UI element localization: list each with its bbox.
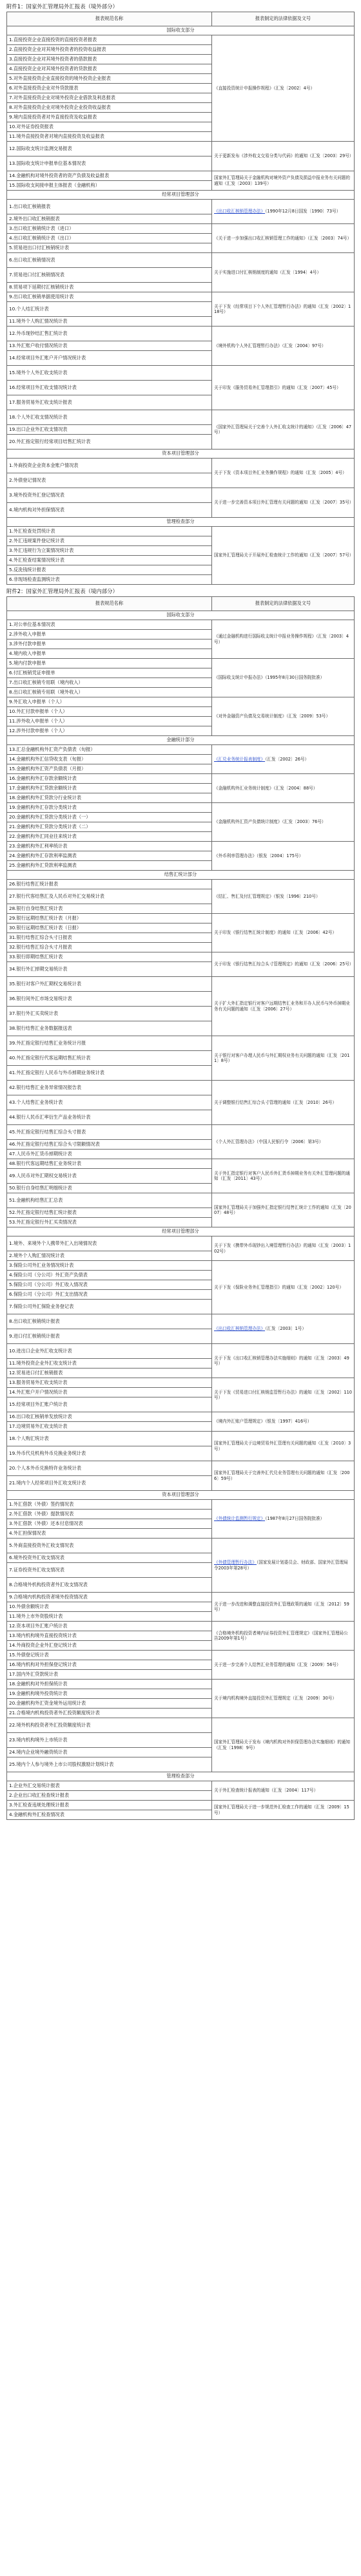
column-header-name: 报表规范名称 bbox=[7, 597, 212, 611]
legal-basis-cell: 国家外汇管理局关于开展外汇检查统计工作的通知（汇发〔2007〕57号） bbox=[212, 527, 355, 585]
legal-basis-cell bbox=[212, 1500, 355, 1539]
legal-basis-cell: 国家外汇管理局关于金融机构对境外资产负债及损益申报业务有关问题的通知（汇发〔2003〕139号） bbox=[212, 171, 355, 191]
table-row bbox=[7, 1718, 355, 1733]
report-name-cell: 9.境内直接投资者对外直接投资及收益报表 bbox=[7, 113, 212, 122]
report-name-cell: 18.金融机构对外担保统计表 bbox=[7, 1680, 212, 1689]
legal-basis-cell: 《合格境外机构投资者境内证券投资外汇管理规定》（国家外汇管理局公告2009年第1号） bbox=[212, 1622, 355, 1651]
report-name-cell: 5.反洗钱统计报表 bbox=[7, 565, 212, 575]
legal-basis-cell: 关于外汇指定银行对客户人民币外汇货币掉期业务有关外汇管理问题的通知（汇发〔2011〕43号） bbox=[212, 1159, 355, 1193]
report-name-cell: 8.贸易项下延期付汇核销统计表 bbox=[7, 283, 212, 292]
report-name-cell: 1.外商投资企业资本金账户情况表 bbox=[7, 459, 212, 473]
table-row bbox=[7, 1344, 355, 1359]
legal-basis-cell: 《直接投资统计申报操作规程》（汇发〔2002〕4号） bbox=[212, 35, 355, 142]
report-name-cell: 36.银行间外汇市场交易统计表 bbox=[7, 992, 212, 1007]
table-row bbox=[7, 1412, 355, 1422]
group-header-row bbox=[7, 450, 355, 459]
report-name-cell: 45.外汇指定银行结售汇综合头寸报表 bbox=[7, 1125, 212, 1140]
legal-basis-cell bbox=[212, 200, 355, 224]
table-row bbox=[7, 1081, 355, 1095]
legal-basis-cell bbox=[212, 1539, 355, 1593]
report-name-cell: 13.境内机构境外直接投资统计表 bbox=[7, 1631, 212, 1641]
table-row bbox=[7, 774, 355, 784]
report-name-cell: 51.金融机构结售汇汇总表 bbox=[7, 1193, 212, 1208]
legal-basis-cell: 关于下发《出口收汇核销管理办法实施细则》的通知（汇发〔2003〕49号） bbox=[212, 1344, 355, 1378]
group-title: 金融统计部分 bbox=[7, 736, 355, 745]
group-header-row bbox=[7, 518, 355, 527]
group-title: 国际收支部分 bbox=[7, 26, 355, 35]
report-name-cell: 8.出口收汇核销专用联（境外收入） bbox=[7, 688, 212, 697]
table-header-row bbox=[7, 12, 355, 26]
report-name-cell: 20.金融机构外汇资金境外运用统计表 bbox=[7, 1699, 212, 1709]
report-name-cell: 13.外汇账户收付情况统计表 bbox=[7, 341, 212, 351]
table-row bbox=[7, 366, 355, 381]
report-name-cell: 15.境外个人外汇收支统计表 bbox=[7, 366, 212, 381]
report-name-cell: 11.涉外收入申报单（个人） bbox=[7, 717, 212, 726]
legal-basis-cell: 关于银行对客户办理人民币与外汇期权业务有关问题的通知（汇发〔2011〕8号） bbox=[212, 1036, 355, 1081]
report-name-cell: 14.金融机构对境外投资者的资产负债及收益报表 bbox=[7, 171, 212, 181]
table-row bbox=[7, 1236, 355, 1251]
regulation-link[interactable]: 《出口收汇核销管理办法》 bbox=[214, 1326, 266, 1332]
group-title: 结售汇统计部分 bbox=[7, 871, 355, 880]
report-name-cell: 12.涉外付款申报单（个人） bbox=[7, 726, 212, 736]
report-name-cell: 6.付汇核销凭证申报单 bbox=[7, 668, 212, 678]
report-name-cell: 3.保险公司外汇业务情况统计表 bbox=[7, 1261, 212, 1271]
report-name-cell: 41.外汇指定银行人民币与外币掉期业务统计表 bbox=[7, 1066, 212, 1081]
report-name-cell: 17.国内外汇贷款统计表 bbox=[7, 1670, 212, 1680]
group-title: 管理检查部分 bbox=[7, 1772, 355, 1781]
table-row bbox=[7, 977, 355, 992]
report-name-cell: 10.外债余额统计表 bbox=[7, 1602, 212, 1612]
table-row bbox=[7, 253, 355, 268]
report-name-cell: 10.个人结汇统计表 bbox=[7, 302, 212, 317]
report-name-cell: 23.金融机构外汇利率统计表 bbox=[7, 842, 212, 851]
report-name-cell: 20.金融机构外汇贷款分类统计表（一） bbox=[7, 813, 212, 822]
report-name-cell: 18.个人购汇统计表 bbox=[7, 1432, 212, 1446]
legal-basis-cell: 关于下发《资本项目外汇业务操作规程》的通知（汇发〔2005〕4号） bbox=[212, 459, 355, 488]
group-header-row bbox=[7, 611, 355, 620]
report-name-cell: 21.境内个人经常项目外汇收支统计表 bbox=[7, 1476, 212, 1491]
report-name-cell: 13.汇总金融机构外汇资产负债表（旬报） bbox=[7, 745, 212, 755]
table-row bbox=[7, 1781, 355, 1791]
table-row bbox=[7, 1193, 355, 1208]
table-row bbox=[7, 620, 355, 630]
report-name-cell: 13.服务贸易外汇收支统计表 bbox=[7, 1378, 212, 1388]
table-row bbox=[7, 171, 355, 181]
report-name-cell: 5.外商直接投资外汇收支情况表 bbox=[7, 1539, 212, 1553]
group-title: 资本项目管理部分 bbox=[7, 1491, 355, 1500]
report-name-cell: 14.外汇账户开户情况统计表 bbox=[7, 1388, 212, 1397]
report-name-cell: 2.直接投资企业对其境外投资者的投资收益报表 bbox=[7, 45, 212, 55]
table-row bbox=[7, 697, 355, 707]
report-name-cell: 2.涉外收入申报单 bbox=[7, 630, 212, 639]
report-name-cell: 10.对外证券投资报表 bbox=[7, 122, 212, 132]
report-name-cell: 24.境内企业境外融资统计表 bbox=[7, 1748, 212, 1757]
legal-basis-cell: 《国际收支统计申报办法》（1995年8月30日国务院批准） bbox=[212, 659, 355, 697]
report-name-cell: 4.境内机构对外担保情况表 bbox=[7, 503, 212, 518]
table-row bbox=[7, 1314, 355, 1329]
report-name-cell: 19.出口企业外汇收支情况表 bbox=[7, 425, 212, 435]
report-name-cell: 35.银行对客户外汇期权交易统计表 bbox=[7, 977, 212, 992]
report-name-cell: 48.银行代客远期结售汇业务统计表 bbox=[7, 1159, 212, 1169]
legal-basis-cell: 关于进一步完善资本项目外汇管理有关问题的通知（汇发〔2007〕35号） bbox=[212, 488, 355, 518]
table-row bbox=[7, 292, 355, 302]
report-name-cell: 3.出口收汇核销统计表（进口） bbox=[7, 224, 212, 234]
report-name-cell: 4.境内收入申报单 bbox=[7, 649, 212, 659]
report-name-cell: 5.保险公司（分公司）外汇收入情况表 bbox=[7, 1280, 212, 1290]
report-name-cell: 1.对公单位基本情况表 bbox=[7, 620, 212, 630]
report-name-cell: 11.境外个人购汇情况统计表 bbox=[7, 317, 212, 327]
report-name-cell: 9.合格境内机构投资者境外投资情况表 bbox=[7, 1593, 212, 1602]
legal-basis-cell: 关于调整银行结售汇综合头寸管理的通知（汇发〔2010〕26号） bbox=[212, 1081, 355, 1125]
group-header-row bbox=[7, 1772, 355, 1781]
legal-basis-cell: 国家外汇管理局关于完善外汇代兑业务管理有关问题的通知（汇发〔2006〕59号） bbox=[212, 1461, 355, 1491]
report-name-cell: 1.外汇检查处罚统计表 bbox=[7, 527, 212, 536]
report-name-cell: 26.银行结售汇统计报表 bbox=[7, 880, 212, 889]
legal-basis-cell: 国家外汇管理局关于进一步规范外汇检查工作的通知（汇发〔2009〕15号） bbox=[212, 1801, 355, 1820]
report-name-cell: 2.境外个人购汇情况统计表 bbox=[7, 1251, 212, 1261]
group-title: 经常项目管理部分 bbox=[7, 1227, 355, 1236]
legal-basis-cell: 关于印发《服务贸易外汇管理指引》的通知（汇发〔2007〕45号） bbox=[212, 366, 355, 410]
report-name-cell: 1.外汇借款（外债）签约情况表 bbox=[7, 1500, 212, 1510]
table-row bbox=[7, 1125, 355, 1140]
report-name-cell: 43.个人结售汇业务统计表 bbox=[7, 1095, 212, 1110]
legal-basis-cell: 国家外汇管理局关于边境贸易外汇管理有关问题的通知（汇发〔2010〕3号） bbox=[212, 1432, 355, 1461]
legal-basis-text: （1987年8月27日国务院批准） bbox=[265, 1516, 325, 1522]
legal-basis-cell: 国家外汇管理局关于发布《境内机构对外担保管理办法实施细则》的通知（汇发〔1998〕9号） bbox=[212, 1718, 355, 1772]
report-name-cell: 38.银行结售汇业务数据报送表 bbox=[7, 1021, 212, 1036]
table-row bbox=[7, 224, 355, 234]
report-name-cell: 37.银行外汇买卖统计表 bbox=[7, 1007, 212, 1021]
table-row bbox=[7, 410, 355, 425]
report-name-cell: 6.对外直接投资企业对外贷款报表 bbox=[7, 84, 212, 93]
table-row bbox=[7, 914, 355, 923]
report-name-cell: 7.对外直接投资企业对境外投资企业借款及利息报表 bbox=[7, 93, 212, 103]
report-name-cell: 2.企业出口收汇检查统计报表 bbox=[7, 1791, 212, 1801]
report-name-cell: 49.人民币对外汇期权交易统计表 bbox=[7, 1169, 212, 1184]
group-header-row bbox=[7, 736, 355, 745]
legal-basis-cell: 《结汇、售汇及付汇管理规定》（银发〔1996〕210号） bbox=[212, 880, 355, 914]
legal-basis-cell: 关于下发《携带外币现钞出入境管理暂行办法》的通知（汇发〔2003〕102号） bbox=[212, 1236, 355, 1261]
legal-basis-cell: 《个人外汇管理办法》（中国人民银行令〔2006〕第3号） bbox=[212, 1125, 355, 1159]
table-row bbox=[7, 1461, 355, 1476]
report-name-cell: 3.直接投资企业对其境外投资者的借款报表 bbox=[7, 55, 212, 64]
report-name-cell: 25.金融机构外汇贷款利率监测表 bbox=[7, 861, 212, 871]
report-name-cell: 9.进口付汇核销统计报表 bbox=[7, 1329, 212, 1344]
report-name-cell: 22.境外机构投资者外汇投资额度统计表 bbox=[7, 1718, 212, 1733]
report-name-cell: 12.外币现钞结汇售汇统计表 bbox=[7, 327, 212, 341]
report-name-cell: 16.经常项目外汇收支情况统计表 bbox=[7, 381, 212, 395]
column-header-basis: 报表制定的法律依据及文号 bbox=[212, 12, 355, 26]
report-name-cell: 14.外商投资企业外汇登记统计表 bbox=[7, 1641, 212, 1651]
report-name-cell: 11.境外直接投资者对境内直接投资及收益报表 bbox=[7, 132, 212, 142]
table-row bbox=[7, 659, 355, 668]
report-name-cell: 18.个人外汇收支情况统计表 bbox=[7, 410, 212, 425]
group-header-row bbox=[7, 191, 355, 200]
report-name-cell: 4.金融机构外汇检查情况表 bbox=[7, 1810, 212, 1820]
report-name-cell: 15.金融机构外汇资产负债表（月报） bbox=[7, 764, 212, 774]
table-row bbox=[7, 1500, 355, 1510]
report-name-cell: 34.银行外汇掉期交易统计表 bbox=[7, 962, 212, 977]
legal-basis-cell: 关于进一步改进和调整直接投资外汇管理政策的通知（汇发〔2012〕59号） bbox=[212, 1593, 355, 1622]
legal-basis-cell: 关于下发《贸易进口付汇核销监管暂行办法》的通知（汇发〔2002〕110号） bbox=[212, 1378, 355, 1412]
report-name-cell: 29.银行远期结售汇统计表（月报） bbox=[7, 914, 212, 923]
legal-basis-cell: 关于下发《保险业务外汇管理指引》的通知（汇发〔2002〕120号） bbox=[212, 1261, 355, 1314]
column-header-name: 报表规范名称 bbox=[7, 12, 212, 26]
table-row bbox=[7, 1261, 355, 1271]
legal-basis-cell: 关于进一步完善个人结售汇业务管理的通知（汇发〔2009〕56号） bbox=[212, 1651, 355, 1680]
report-name-cell: 7.出口收汇核销专用联（境内收入） bbox=[7, 678, 212, 688]
legal-basis-cell: 《金融机构外汇资产负债统计制度》（汇发〔2003〕76号） bbox=[212, 803, 355, 842]
report-name-cell: 40.外汇指定银行代客远期结售汇统计表 bbox=[7, 1051, 212, 1066]
report-name-cell: 21.合格境内机构投资者外汇投资额度统计表 bbox=[7, 1709, 212, 1718]
group-title: 国际收支部分 bbox=[7, 611, 355, 620]
table-row bbox=[7, 200, 355, 214]
legal-basis-cell: 国家外汇管理局关于加强外汇指定银行结售汇统计工作的通知（汇发〔2007〕48号） bbox=[212, 1193, 355, 1227]
legal-basis-cell: 《对外金融资产负债及交易统计制度》（汇发〔2009〕53号） bbox=[212, 697, 355, 736]
report-name-cell: 44.银行人民币汇率衍生产品业务统计表 bbox=[7, 1110, 212, 1125]
report-name-cell: 4.直接投资企业对其境外投资者的贷款报表 bbox=[7, 64, 212, 74]
report-name-cell: 7.贸易进口付汇核销情况表 bbox=[7, 268, 212, 283]
legal-basis-cell: 关于印发《银行结售汇统计制度》的通知（汇发〔2006〕42号） bbox=[212, 914, 355, 952]
report-name-cell: 22.金融机构外汇同业往来统计表 bbox=[7, 832, 212, 842]
table-row bbox=[7, 459, 355, 473]
report-name-cell: 11.境外上市外资股统计表 bbox=[7, 1612, 212, 1622]
document-caption: 附件1：国家外汇管理局外汇报表（境外部分） bbox=[6, 3, 118, 10]
report-name-cell: 8.合格境外机构投资者外汇收支情况表 bbox=[7, 1578, 212, 1593]
report-name-cell: 2.外债登记情况表 bbox=[7, 473, 212, 488]
legal-basis-cell: 关于扩大外汇指定银行对客户远期结售汇业务和开办人民币与外币掉期业务有关问题的通知（汇发〔2006〕27号） bbox=[212, 977, 355, 1036]
report-name-cell: 53.外汇指定银行外汇买卖情况表 bbox=[7, 1218, 212, 1227]
table-row bbox=[7, 142, 355, 156]
report-name-cell: 12.国际收支统计监测交易报表 bbox=[7, 142, 212, 156]
report-name-cell: 42.银行结售汇业务异常情况报告表 bbox=[7, 1081, 212, 1095]
report-name-cell: 4.出口收汇核销统计表（出口） bbox=[7, 234, 212, 243]
report-name-cell: 20.外汇指定银行经常项目结售汇统计表 bbox=[7, 435, 212, 450]
report-name-cell: 15.外债登记统计表 bbox=[7, 1651, 212, 1660]
legal-basis-text: （国家发展计划委员会、财政部、国家外汇管理局令2003年第28号） bbox=[214, 1560, 348, 1571]
report-name-cell: 50.银行自身结售汇明细统计表 bbox=[7, 1184, 212, 1193]
report-name-cell: 46.外汇指定银行结售汇综合头寸限额情况表 bbox=[7, 1140, 212, 1150]
report-name-cell: 16.出口收汇核销单发放统计表 bbox=[7, 1412, 212, 1422]
table-row bbox=[7, 1651, 355, 1660]
report-name-cell: 1.企业外汇交易统计报表 bbox=[7, 1781, 212, 1791]
report-name-cell: 17.服务贸易外汇收支统计报表 bbox=[7, 395, 212, 410]
regulation-link[interactable]: 《外债统计监测暂行规定》 bbox=[214, 1516, 266, 1522]
table-row bbox=[7, 35, 355, 45]
report-name-cell: 39.外汇指定银行结售汇业务统计月报 bbox=[7, 1036, 212, 1051]
report-name-cell: 7.证券投资外汇收支情况表 bbox=[7, 1563, 212, 1578]
report-table bbox=[6, 596, 355, 1820]
report-name-cell: 25.境内个人参与境外上市公司股权激励计划统计表 bbox=[7, 1757, 212, 1772]
column-header-basis: 报表制定的法律依据及文号 bbox=[212, 597, 355, 611]
report-name-cell: 12.贸易进口付汇核销报表 bbox=[7, 1368, 212, 1378]
document-caption: 附件2：国家外汇管理局外汇报表（境内部分） bbox=[6, 588, 118, 594]
report-name-cell: 8.出口收汇核销统计报表 bbox=[7, 1314, 212, 1329]
report-name-cell: 15.国际收支间接申报主体报表（金融机构） bbox=[7, 181, 212, 191]
table-row bbox=[7, 1801, 355, 1810]
report-name-cell: 5.对外直接投资企业直接投资的境外投资企业报表 bbox=[7, 74, 212, 84]
legal-basis-cell: 关于境内机构境外直接投资外汇管理规定（汇发〔2009〕30号） bbox=[212, 1680, 355, 1718]
report-name-cell: 20.个人本外币兑换特许业务统计表 bbox=[7, 1461, 212, 1476]
report-name-cell: 1.出口收汇核销报表 bbox=[7, 200, 212, 214]
legal-basis-cell: 关于实施进口付汇核销制度的通知（汇发〔1994〕4号） bbox=[212, 253, 355, 292]
report-name-cell: 6.出口收汇核销情况表 bbox=[7, 253, 212, 268]
report-name-cell: 1.直接投资企业直接投资的直接投资者报表 bbox=[7, 35, 212, 45]
report-name-cell: 31.银行结售汇综合头寸日报表 bbox=[7, 933, 212, 943]
table-row bbox=[7, 952, 355, 962]
report-name-cell: 9.出口收汇核销单据使用统计表 bbox=[7, 292, 212, 302]
table-row bbox=[7, 1680, 355, 1689]
legal-basis-cell: 《境内外汇账户管理规定》（银发〔1997〕416号） bbox=[212, 1412, 355, 1432]
report-name-cell: 3.外汇借款（外债）还本付息情况表 bbox=[7, 1519, 212, 1529]
report-name-cell: 52.外汇指定银行结售汇统计报表 bbox=[7, 1208, 212, 1218]
group-header-row bbox=[7, 26, 355, 35]
legal-basis-cell: 《国家外汇管理局关于完善个人外汇收支统计的通知》（汇发〔2006〕47号） bbox=[212, 410, 355, 450]
report-tables bbox=[6, 12, 355, 1820]
report-name-cell: 23.境内机构境外上市统计表 bbox=[7, 1733, 212, 1748]
group-header-row bbox=[7, 871, 355, 880]
report-name-cell: 8.对外直接投资企业对境外投资企业投资收益报表 bbox=[7, 103, 212, 113]
report-name-cell: 4.外汇检查结案情况统计表 bbox=[7, 556, 212, 565]
legal-basis-cell: 《金融机构外汇业务统计制度》（汇发〔2004〕88号） bbox=[212, 774, 355, 803]
legal-basis-cell: 关于下发《经常项目下个人外汇管理暂行办法》的通知（汇发〔2002〕118号） bbox=[212, 292, 355, 327]
report-name-cell: 6.非现场检查监测统计表 bbox=[7, 575, 212, 585]
report-name-cell: 14.金融机构外汇信贷收支表（旬报） bbox=[7, 755, 212, 764]
legal-basis-cell: 关于外汇检查统计报表的通知（汇发〔2004〕117号） bbox=[212, 1781, 355, 1801]
group-title: 资本项目管理部分 bbox=[7, 450, 355, 459]
report-name-cell: 16.金融机构外汇存款余额统计表 bbox=[7, 774, 212, 784]
legal-basis-cell bbox=[212, 1314, 355, 1344]
report-name-cell: 2.境外出口收汇核销报表 bbox=[7, 214, 212, 224]
report-name-cell: 4.外汇担保情况表 bbox=[7, 1529, 212, 1539]
report-name-cell: 12.资本项目外汇账户统计表 bbox=[7, 1622, 212, 1631]
report-name-cell: 28.银行自身结售汇统计表 bbox=[7, 904, 212, 914]
report-name-cell: 6.保险公司（分公司）外汇支出情况表 bbox=[7, 1290, 212, 1300]
report-name-cell: 17.金融机构外汇贷款余额统计表 bbox=[7, 784, 212, 793]
report-name-cell: 4.保险公司（分公司）外汇资产负债表 bbox=[7, 1271, 212, 1280]
report-name-cell: 2.外汇违规案件登记统计表 bbox=[7, 536, 212, 546]
table-row bbox=[7, 527, 355, 536]
report-name-cell: 2.外汇借款（外债）提款情况表 bbox=[7, 1510, 212, 1519]
table-row bbox=[7, 880, 355, 889]
regulation-link[interactable]: 《外债管理暂行办法》 bbox=[214, 1560, 257, 1566]
table-row bbox=[7, 1593, 355, 1602]
report-name-cell: 13.国际收支统计申报单位基本情况表 bbox=[7, 156, 212, 171]
group-title: 管理检查部分 bbox=[7, 518, 355, 527]
report-name-cell: 3.境外投资外汇登记情况表 bbox=[7, 488, 212, 503]
report-table bbox=[6, 12, 355, 585]
group-title: 经常项目管理部分 bbox=[7, 191, 355, 200]
report-name-cell: 30.银行远期结售汇统计表（日报） bbox=[7, 923, 212, 933]
regulation-link[interactable]: 《出口收汇核销管理办法》 bbox=[214, 209, 266, 214]
legal-basis-cell: 《境外机构个人外汇管理暂行办法》（汇发〔2004〕97号） bbox=[212, 327, 355, 366]
group-header-row bbox=[7, 1491, 355, 1500]
report-name-cell: 7.保险公司外汇保险业务登记表 bbox=[7, 1300, 212, 1314]
legal-basis-cell: 《外币利率管理办法》（银发〔2004〕175号） bbox=[212, 842, 355, 871]
report-name-cell: 21.金融机构外汇贷款分类统计表（二） bbox=[7, 822, 212, 832]
report-name-cell: 15.经常项目外汇账户统计表 bbox=[7, 1397, 212, 1412]
legal-basis-cell: 关于印发《银行结售汇综合头寸管理规定》的通知（汇发〔2006〕25号） bbox=[212, 952, 355, 977]
report-name-cell: 1.境外、来境外个人携带外汇入出境情况表 bbox=[7, 1236, 212, 1251]
report-name-cell: 6.境外投资外汇收支情况表 bbox=[7, 1553, 212, 1563]
table-row bbox=[7, 488, 355, 503]
report-name-cell: 24.金融机构外汇存款利率监测表 bbox=[7, 851, 212, 861]
table-row bbox=[7, 1378, 355, 1388]
table-row bbox=[7, 1432, 355, 1446]
table-row bbox=[7, 327, 355, 341]
report-name-cell: 3.外汇检查违规处理统计报表 bbox=[7, 1801, 212, 1810]
legal-basis-text: （汇发〔2002〕26号） bbox=[265, 756, 309, 762]
report-name-cell: 19.外币代兑机构外币兑换业务统计表 bbox=[7, 1446, 212, 1461]
legal-basis-cell bbox=[212, 745, 355, 774]
report-name-cell: 19.金融机构外汇存款分类统计表 bbox=[7, 803, 212, 813]
report-name-cell: 19.金融机构境外投资统计表 bbox=[7, 1689, 212, 1699]
report-name-cell: 5.境内付款申报单 bbox=[7, 659, 212, 668]
report-name-cell: 27.银行代客结售汇及人民币对外汇交易统计表 bbox=[7, 889, 212, 904]
regulation-link[interactable]: 《汇兑业务统计报表制度》 bbox=[214, 756, 266, 762]
group-header-row bbox=[7, 1227, 355, 1236]
report-name-cell: 9.外汇收入申报单（个人） bbox=[7, 697, 212, 707]
report-name-cell: 32.银行结售汇综合头寸月报表 bbox=[7, 943, 212, 952]
report-name-cell: 10.进出口企业外汇收支统计表 bbox=[7, 1344, 212, 1359]
report-name-cell: 3.外汇违规行为立案情况统计表 bbox=[7, 546, 212, 556]
report-name-cell: 14.经常项目外汇账户开户情况统计表 bbox=[7, 351, 212, 366]
report-name-cell: 3.涉外付款申报单 bbox=[7, 639, 212, 649]
report-name-cell: 16.境内机构对外担保登记统计表 bbox=[7, 1660, 212, 1670]
report-name-cell: 10.外汇付款申报单（个人） bbox=[7, 707, 212, 717]
report-name-cell: 33.银行即期结售汇统计表 bbox=[7, 952, 212, 962]
report-name-cell: 17.边境贸易外汇收支统计表 bbox=[7, 1422, 212, 1432]
report-name-cell: 5.贸易进出口付汇核销统计表 bbox=[7, 243, 212, 253]
table-row bbox=[7, 1622, 355, 1631]
legal-basis-text: （汇发〔2003〕1号） bbox=[265, 1326, 306, 1332]
table-row bbox=[7, 803, 355, 813]
report-name-cell: 11.境外投资企业外汇收支统计表 bbox=[7, 1359, 212, 1368]
table-row bbox=[7, 842, 355, 851]
legal-basis-cell: 《通过金融机构进行国际收支统计申报业务操作规程》（汇发〔2003〕4号） bbox=[212, 620, 355, 659]
report-name-cell: 47.人民币外汇货币掉期统计表 bbox=[7, 1150, 212, 1159]
legal-basis-text: （1990年12月8日国发〔1990〕73号） bbox=[265, 209, 341, 214]
table-row bbox=[7, 1539, 355, 1553]
table-row bbox=[7, 1159, 355, 1169]
legal-basis-cell: 《关于进一步加强出口收汇核销管理工作的通知》（汇发〔2003〕74号） bbox=[212, 224, 355, 253]
table-row bbox=[7, 1036, 355, 1051]
table-row bbox=[7, 745, 355, 755]
table-header-row bbox=[7, 597, 355, 611]
legal-basis-cell: 关于更新发布《涉外收支交易分类与代码》的通知（汇发〔2003〕29号） bbox=[212, 142, 355, 171]
report-name-cell: 18.金融机构外汇贷款分行业统计表 bbox=[7, 793, 212, 803]
